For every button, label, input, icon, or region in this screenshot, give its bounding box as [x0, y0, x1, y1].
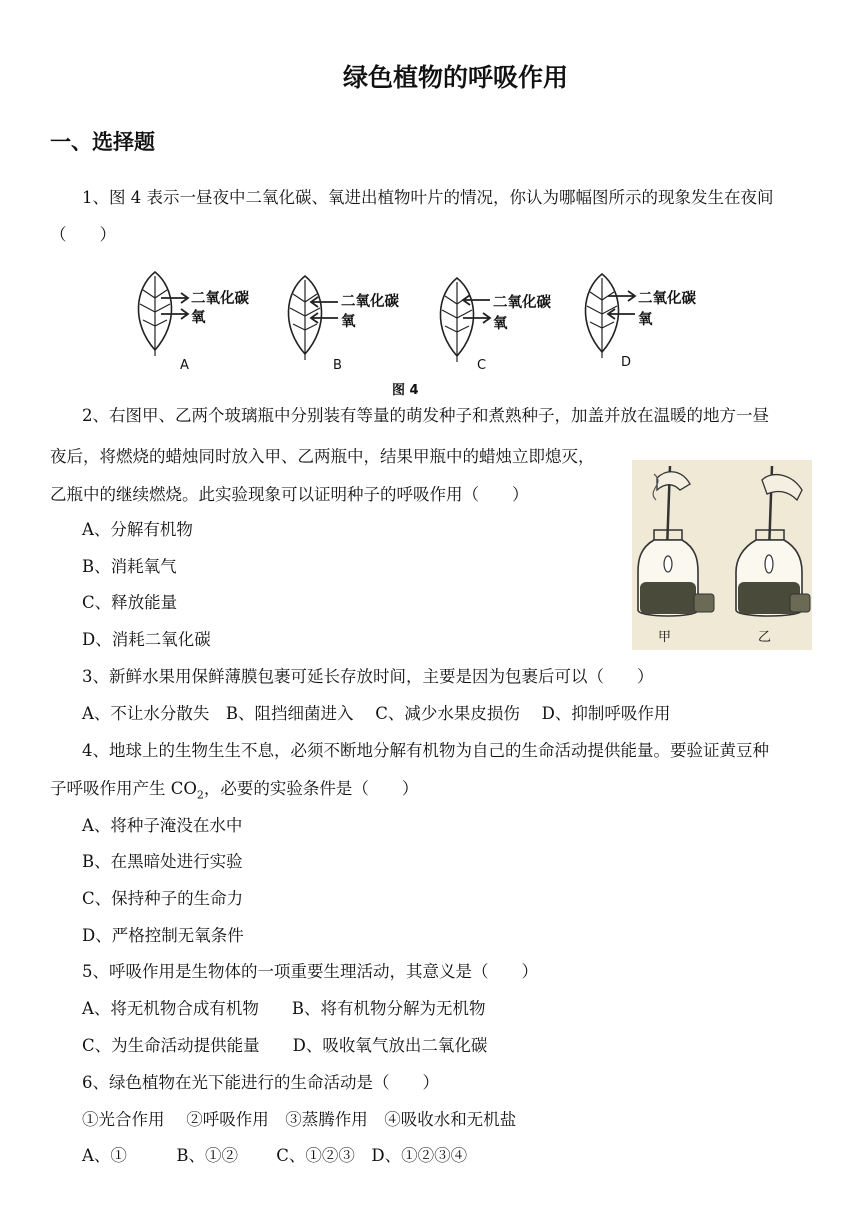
q2-text-line2: 夜后，将燃烧的蜡烛同时放入甲、乙两瓶中，结果甲瓶中的蜡烛立即熄灭， — [50, 447, 595, 466]
q2-option-a: A、分解有机物 — [82, 520, 193, 539]
q2-option-b: B、消耗氧气 — [82, 557, 177, 576]
q4-text-line2 — [50, 775, 418, 801]
q5-text-line1: 5、呼吸作用是生物体的一项重要生理活动，其意义是（ ） — [82, 962, 538, 981]
q4-option-c: C、保持种子的生命力 — [82, 889, 244, 908]
q4-line2-post: ，必要的实验条件是（ ） — [203, 779, 419, 798]
q6-text-line1: 6、绿色植物在光下能进行的生命活动是（ ） — [82, 1073, 439, 1092]
fig-a-o2-label: 氧 — [191, 310, 206, 326]
q1-text-line1: 1、图 4 表示一昼夜中二氧化碳、氧进出植物叶片的情况，你认为哪幅图所示的现象发生在夜间 — [82, 188, 774, 207]
fig-b-co2-label: 二氧化碳 — [341, 294, 399, 310]
page-title: 绿色植物的呼吸作用 — [342, 63, 568, 92]
fig-d-co2-label: 二氧化碳 — [638, 291, 696, 307]
q5-options-row1: A、将无机物合成有机物 B、将有机物分解为无机物 — [82, 999, 486, 1018]
q4-line2-pre: 子呼吸作用产生 CO — [50, 779, 197, 798]
fig-d-o2-label: 氧 — [638, 312, 653, 328]
q4-option-d: D、严格控制无氧条件 — [82, 926, 244, 945]
fig-a-co2-label: 二氧化碳 — [191, 291, 249, 307]
q2-option-d: D、消耗二氧化碳 — [82, 630, 211, 649]
fig-c-co2-label: 二氧化碳 — [493, 295, 551, 311]
fig-panel-label-d: D — [621, 355, 632, 370]
bottle-label-yi: 乙 — [758, 630, 772, 645]
fig-panel-label-b: B — [333, 358, 342, 373]
leaf-diagram-d — [572, 270, 692, 360]
leaf-diagram-c — [427, 274, 547, 364]
bottle-experiment-image — [632, 460, 812, 650]
q1-text-line2: （ ） — [50, 225, 116, 244]
q4-text-line1: 4、地球上的生物生生不息，必须不断地分解有机物为自己的生命活动提供能量。要验证黄豆种 — [82, 741, 769, 760]
fig-panel-label-c: C — [477, 358, 487, 373]
q3-options: A、不让水分散失 B、阻挡细菌进入 C、减少水果皮损伤 D、抑制呼吸作用 — [82, 704, 671, 723]
q2-option-c: C、释放能量 — [82, 593, 178, 612]
q2-text-line1: 2、右图甲、乙两个玻璃瓶中分别装有等量的萌发种子和煮熟种子，加盖并放在温暖的地方一昼 — [82, 406, 769, 425]
leaf-diagram-a — [125, 268, 245, 358]
fig-b-o2-label: 氧 — [341, 314, 356, 330]
q6-items: ①光合作用 ②呼吸作用 ③蒸腾作用 ④吸收水和无机盐 — [82, 1110, 517, 1129]
q4-subscript: 2 — [196, 788, 204, 802]
bottle-label-jia: 甲 — [658, 630, 672, 645]
q5-options-row2: C、为生命活动提供能量 D、吸收氧气放出二氧化碳 — [82, 1036, 488, 1055]
q6-options: A、① B、①② C、①②③ D、①②③④ — [82, 1146, 468, 1165]
q2-text-line3: 乙瓶中的继续燃烧。此实验现象可以证明种子的呼吸作用（ ） — [50, 485, 529, 504]
figure-caption: 图 4 — [392, 383, 419, 398]
section-heading: 一、选择题 — [50, 129, 155, 154]
q4-option-b: B、在黑暗处进行实验 — [82, 852, 243, 871]
q3-text-line1: 3、新鲜水果用保鲜薄膜包裹可延长存放时间，主要是因为包裹后可以（ ） — [82, 667, 654, 686]
q4-option-a: A、将种子淹没在水中 — [82, 816, 243, 835]
fig-panel-label-a: A — [180, 358, 189, 373]
fig-c-o2-label: 氧 — [493, 316, 508, 332]
leaf-diagram-b — [275, 272, 395, 362]
